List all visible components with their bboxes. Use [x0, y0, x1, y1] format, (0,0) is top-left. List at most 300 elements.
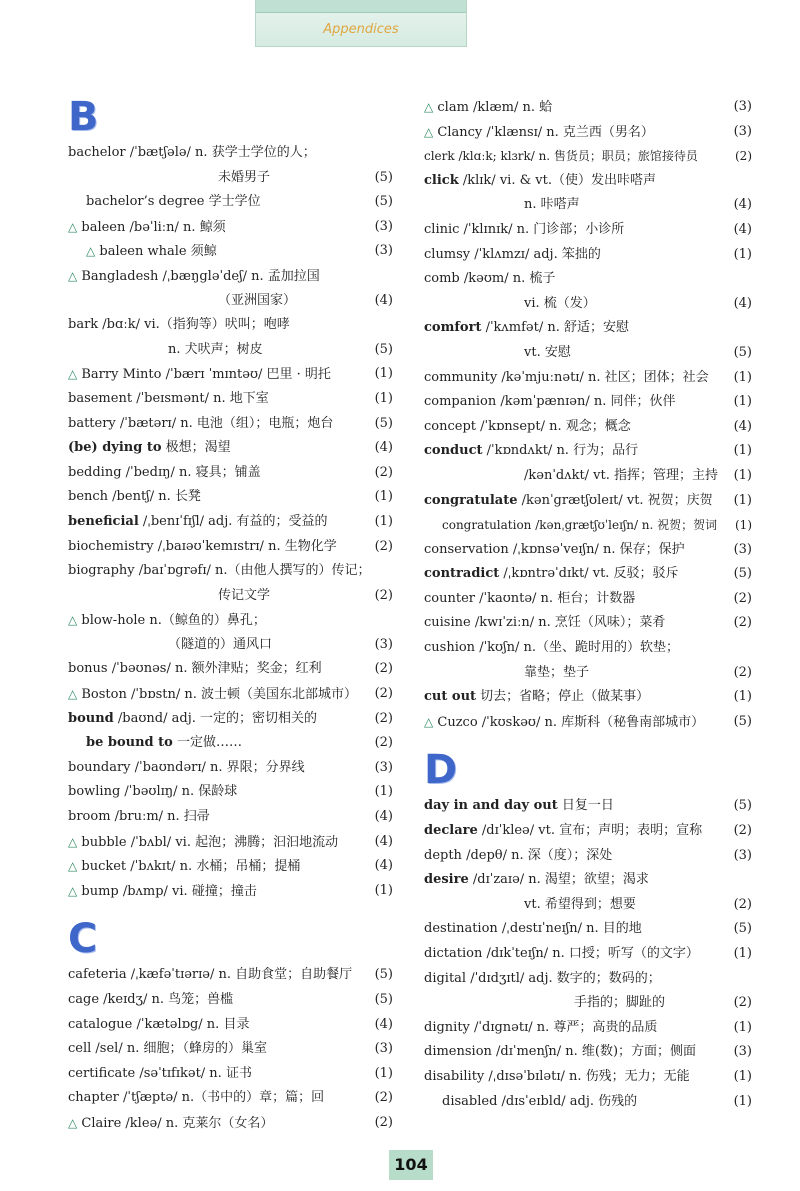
definition: /dɪˈmenʃn/ n. 维(数)；方面；侧面 [491, 1044, 697, 1060]
glossary-entry [68, 854, 393, 879]
triangle-icon: △ [424, 100, 434, 114]
glossary-entry [424, 1065, 752, 1090]
unit-number: (4) [374, 440, 393, 456]
glossary-entry [424, 390, 752, 415]
headword: bonus [68, 661, 108, 677]
definition: /ˈklʌmzɪ/ adj. 笨拙的 [470, 246, 601, 262]
unit-number: (1) [733, 1019, 752, 1035]
glossary-entry [424, 917, 752, 942]
headword: conservation [424, 541, 509, 557]
unit-number: (3) [374, 218, 393, 234]
entry-text: baleen whale 须鲸 [99, 244, 217, 260]
triangle-icon: △ [68, 613, 78, 628]
headword: bucket [81, 859, 127, 875]
definition: /ˌdɪsəˈbɪlətɪ/ n. 伤残；无力；无能 [484, 1068, 690, 1084]
headword: cuisine [424, 615, 471, 631]
unit-number: (3) [733, 99, 752, 114]
glossary-entry [68, 239, 393, 264]
headword: cut out [424, 689, 477, 705]
unit-number: (1) [374, 784, 393, 800]
definition: /bentʃ/ n. 长凳 [108, 489, 201, 505]
definition: /klæm/ n. 蛤 [468, 100, 553, 115]
glossary-entry [424, 267, 752, 292]
glossary-entry [424, 587, 752, 612]
unit-number: (1) [733, 1093, 752, 1109]
glossary-entry [424, 1016, 752, 1041]
glossary-entry [424, 661, 752, 686]
definition: n.（鲸鱼的）鼻孔； [145, 613, 266, 629]
unit-number: (4) [733, 418, 752, 434]
triangle-icon: △ [424, 714, 434, 729]
definition: /ˈklɪnɪk/ n. 门诊部；小诊所 [459, 221, 625, 237]
glossary-entry [68, 584, 393, 609]
entry-text: disabled /dɪsˈeɪbld/ adj. 伤残的 [442, 1093, 638, 1109]
headword: comfort [424, 320, 482, 336]
glossary-entry [68, 141, 393, 166]
headword: Barry Minto [81, 367, 162, 383]
unit-number: (3) [733, 1044, 752, 1060]
unit-number: (4) [733, 197, 752, 213]
unit-number: (5) [733, 344, 752, 360]
definition: /ˌbaɪəʊˈkemɪstrɪ/ n. 生物化学 [153, 538, 337, 554]
unit-number: (1) [733, 246, 752, 262]
entry-text: 传记文学 [218, 587, 271, 603]
headword: comb [424, 271, 460, 287]
headword: bump [81, 883, 119, 899]
glossary-entry [424, 292, 752, 317]
glossary-entry [424, 1090, 752, 1115]
glossary-entry [68, 166, 393, 191]
headword: broom [68, 809, 111, 825]
unit-number: (4) [374, 1016, 393, 1032]
unit-number: (1) [733, 492, 752, 508]
glossary-entry [68, 633, 393, 658]
headword: Cuzco [437, 714, 478, 730]
unit-number: (4) [374, 809, 393, 825]
unit-number: (2) [733, 896, 752, 912]
glossary-entry [68, 412, 393, 437]
headword: companion [424, 394, 497, 410]
definition: /ˈkætəlɒg/ n. 目录 [132, 1016, 250, 1032]
unit-number: (4) [733, 221, 752, 237]
triangle-icon: △ [68, 859, 78, 874]
glossary-entry [424, 844, 752, 869]
section-spacer [424, 734, 752, 748]
definition: /kənˈgrætʃʊleɪt/ vt. 祝贺；庆贺 [517, 492, 713, 508]
entry-text: /kənˈdʌkt/ vt. 指挥；管理；主持 [524, 467, 719, 483]
headword: desire [424, 872, 469, 888]
entry-text: （隧道的）通风口 [168, 636, 273, 652]
definition: /bruːm/ n. 扫帚 [110, 809, 210, 825]
glossary-entry [68, 264, 393, 289]
headword: clumsy [424, 246, 471, 262]
definition: /ˈbaʊndərɪ/ n. 界限；分界线 [130, 759, 305, 775]
unit-number: (2) [374, 538, 393, 554]
glossary-entry [424, 562, 752, 587]
glossary-entry [424, 685, 752, 710]
definition: /ˈbedɪŋ/ n. 寝具；铺盖 [121, 464, 261, 480]
header-strip [256, 0, 466, 13]
headword: certificate [68, 1065, 136, 1081]
unit-number: (2) [733, 995, 752, 1011]
entry-text: （亚洲国家） [218, 292, 297, 308]
definition: /ˈbætərɪ/ n. 电池（组）；电瓶；炮台 [115, 415, 334, 431]
unit-number: (2) [733, 615, 752, 631]
headword: Boston [81, 687, 127, 703]
unit-number: (1) [733, 689, 752, 705]
headword: clam [437, 100, 469, 115]
definition: /ˌbenɪˈfɪʃl/ adj. 有益的；受益的 [138, 513, 328, 529]
headword: biography [68, 563, 135, 579]
glossary-entry [68, 387, 393, 412]
glossary-entry [424, 489, 752, 514]
headword: battery [68, 415, 116, 431]
unit-number: (1) [374, 489, 393, 505]
headword: biochemistry [68, 538, 154, 554]
unit-number: (3) [374, 636, 393, 652]
triangle-icon: △ [68, 1115, 78, 1130]
header-tab [255, 0, 467, 47]
glossary-entry [68, 1062, 393, 1087]
headword: concept [424, 418, 476, 434]
glossary-entry [68, 535, 393, 560]
unit-number: (2) [374, 661, 393, 677]
glossary-entry [424, 439, 752, 464]
definition: 日复一日 [557, 798, 614, 814]
unit-number: (2) [374, 1090, 393, 1106]
unit-number: (5) [374, 194, 393, 210]
headword: clerk [424, 149, 455, 164]
unit-number: (3) [733, 541, 752, 557]
glossary-entry [68, 830, 393, 855]
unit-number: (5) [733, 566, 752, 582]
glossary-entry [424, 169, 752, 194]
glossary-entry [68, 362, 393, 387]
definition: /ˌkɒnsəˈveɪʃn/ n. 保存；保护 [508, 541, 685, 557]
definition: /ˈklænsɪ/ n. 克兰西（男名） [482, 124, 654, 140]
unit-number: (3) [733, 847, 752, 863]
definition: /ˈkɒnsept/ n. 观念；概念 [476, 418, 631, 434]
glossary-entry [68, 1037, 393, 1062]
glossary-entry [68, 1111, 393, 1136]
definition: /ˈkɒndʌkt/ n. 行为；品行 [482, 443, 639, 459]
unit-number: (1) [735, 518, 752, 533]
triangle-icon: △ [86, 244, 96, 259]
headword: be bound to [86, 735, 173, 751]
unit-number: (1) [733, 946, 752, 961]
entry-text: congratulation /kənˌgrætʃʊˈleɪʃn/ n. 祝贺；贺词 [442, 518, 718, 533]
headword: Bangladesh [81, 268, 159, 284]
glossary-entry [68, 608, 393, 633]
definition: /dɪkˈteɪʃn/ n. 口授；听写（的文字） [482, 946, 699, 961]
glossary-entry [68, 338, 393, 363]
glossary-entry [68, 963, 393, 988]
unit-number: (2) [374, 587, 393, 603]
definition: /ˈbʌkɪt/ n. 水桶；吊桶；提桶 [126, 859, 301, 875]
unit-number: (1) [374, 390, 393, 406]
glossary-entry [424, 967, 752, 992]
headword: community [424, 369, 498, 385]
headword: bedding [68, 464, 122, 480]
headword: click [424, 172, 459, 188]
glossary-entry [424, 611, 752, 636]
entry-text: n. 咔嗒声 [524, 197, 580, 213]
glossary-entry [424, 218, 752, 243]
glossary-entry [68, 731, 393, 756]
unit-number: (5) [374, 967, 393, 983]
section-letter: B [68, 94, 99, 140]
definition: /ˈbəʊnəs/ n. 额外津贴；奖金；红利 [107, 661, 322, 677]
right-column [424, 95, 752, 1114]
glossary-entry [424, 1040, 752, 1065]
unit-number: (3) [733, 123, 752, 139]
glossary-entry [424, 636, 752, 661]
unit-number: (5) [733, 713, 752, 729]
triangle-icon: △ [68, 268, 78, 283]
headword: bowling [68, 784, 121, 800]
glossary-entry [424, 316, 752, 341]
headword: cell [68, 1041, 92, 1057]
unit-number: (3) [374, 759, 393, 775]
header-title: Appendices [323, 22, 399, 37]
unit-number: (1) [374, 366, 393, 382]
unit-number: (5) [374, 341, 393, 357]
headword: dictation [424, 946, 483, 961]
triangle-icon: △ [68, 219, 78, 234]
triangle-icon: △ [68, 687, 78, 702]
unit-number: (2) [735, 149, 752, 164]
section-letter: D [424, 747, 458, 794]
headword: depth [424, 847, 462, 863]
glossary-entry [424, 193, 752, 218]
definition: /ˈkʊskəʊ/ n. 库斯科（秘鲁南部城市） [477, 714, 705, 730]
headword: Clancy [437, 124, 483, 140]
glossary-entry [68, 559, 393, 584]
glossary-entry [68, 657, 393, 682]
definition: /klɪk/ vi. & vt.（使）发出咔嗒声 [458, 172, 656, 188]
headword: basement [68, 390, 133, 406]
definition: /bʌmp/ vi. 碰撞；撞击 [118, 883, 257, 899]
definition: /ˈbəʊlɪŋ/ n. 保龄球 [120, 784, 238, 800]
unit-number: (1) [733, 467, 752, 483]
glossary-entry [68, 436, 393, 461]
unit-number: (3) [374, 243, 393, 259]
headword: (be) dying to [68, 440, 162, 456]
unit-number: (4) [374, 858, 393, 874]
unit-number: (2) [733, 664, 752, 680]
definition: /kleə/ n. 克莱尔（女名） [121, 1115, 274, 1131]
triangle-icon: △ [424, 124, 434, 139]
headword: conduct [424, 443, 483, 459]
definition: /ˈbærɪ ˈmɪntəʊ/ 巴里 · 明托 [161, 367, 331, 383]
entry-text: n. 犬吠声；树皮 [168, 341, 263, 357]
unit-number: (1) [733, 443, 752, 459]
glossary-entry [68, 1013, 393, 1038]
glossary-entry [68, 707, 393, 732]
unit-number: (1) [374, 1065, 393, 1081]
unit-number: (5) [733, 921, 752, 937]
definition: /baʊnd/ adj. 一定的；密切相关的 [113, 710, 317, 726]
left-column [68, 95, 393, 1136]
headword: boundary [68, 759, 131, 775]
glossary-entry [424, 868, 752, 893]
definition: 一定做…… [172, 735, 242, 751]
glossary-entry [68, 988, 393, 1013]
headword: beneficial [68, 513, 139, 529]
definition: /ˈtʃæptə/ n.（书中的）章；篇；回 [118, 1090, 325, 1106]
glossary-entry [424, 464, 752, 489]
definition: /ˌkæfəˈtɪərɪə/ n. 自助食堂；自助餐厅 [126, 967, 353, 983]
definition: /sel/ n. 细胞；（蜂房的）巢室 [91, 1041, 267, 1057]
glossary-entry [68, 756, 393, 781]
definition: /ˈkʌmfət/ n. 舒适；安慰 [481, 320, 629, 336]
unit-number: (2) [374, 464, 393, 480]
definition: /ˈdɪgnətɪ/ n. 尊严；高贵的品质 [469, 1019, 658, 1035]
entry-text: vt. 安慰 [524, 344, 571, 360]
entry-text: vi. 梳（发） [524, 295, 596, 311]
headword: baleen [81, 219, 126, 235]
glossary-entry [424, 538, 752, 563]
glossary-entry [424, 243, 752, 268]
unit-number: (2) [733, 590, 752, 606]
unit-number: (1) [733, 1068, 752, 1084]
unit-number: (1) [733, 394, 752, 410]
unit-number: (5) [733, 798, 752, 814]
definition: 极想；渴望 [161, 440, 231, 456]
definition: /bəˈliːn/ n. 鲸须 [125, 219, 226, 235]
unit-number: (2) [374, 1114, 393, 1130]
glossary-entry [68, 682, 393, 707]
glossary-entry [424, 794, 752, 819]
unit-number: (1) [374, 513, 393, 529]
unit-number: (4) [374, 292, 393, 308]
headword: bench [68, 489, 109, 505]
unit-number: (2) [733, 823, 752, 839]
headword: chapter [68, 1090, 119, 1106]
definition: /kwɪˈziːn/ n. 烹饪（风味）；菜肴 [470, 615, 666, 631]
unit-number: (4) [374, 833, 393, 849]
definition: /kəʊm/ n. 梳子 [459, 271, 556, 287]
definition: /bɑːk/ vi.（指狗等）吠叫；咆哮 [98, 317, 290, 333]
definition: /kəmˈpænɪən/ n. 同伴；伙伴 [496, 394, 676, 410]
unit-number: (5) [374, 992, 393, 1007]
definition: /ˌkɒntrəˈdɪkt/ vt. 反驳；驳斥 [499, 566, 679, 582]
glossary-entry [68, 510, 393, 535]
definition: /ˈkʊʃn/ n.（坐、跪时用的）软垫； [475, 640, 680, 656]
glossary-entry [68, 190, 393, 215]
unit-number: (1) [374, 882, 393, 898]
headword: declare [424, 823, 478, 839]
headword: destination [424, 921, 498, 937]
headword: dimension [424, 1044, 492, 1060]
triangle-icon: △ [68, 367, 78, 382]
glossary-entry [424, 513, 752, 538]
unit-number: (2) [374, 710, 393, 726]
glossary-entry [424, 819, 752, 844]
glossary-entry [68, 461, 393, 486]
unit-number: (3) [374, 1041, 393, 1057]
glossary-entry [424, 366, 752, 391]
headword: cage [68, 992, 100, 1007]
headword: cushion [424, 640, 476, 656]
headword: day in and day out [424, 798, 558, 814]
glossary-entry [424, 95, 752, 120]
glossary-entry [424, 942, 752, 967]
glossary-entry [424, 341, 752, 366]
definition: /ˈbʌbl/ vi. 起泡；沸腾；汩汩地流动 [126, 834, 339, 850]
glossary-entry [68, 313, 393, 338]
definition: /ˈbeɪsmənt/ n. 地下室 [132, 390, 269, 406]
definition: /depθ/ n. 深（度）；深处 [461, 847, 613, 863]
headword: bachelor [68, 145, 126, 160]
unit-number: (4) [733, 295, 752, 311]
headword: clinic [424, 221, 460, 237]
headword: disability [424, 1068, 485, 1084]
definition: /dɪˈzaɪə/ n. 渴望；欲望；渴求 [468, 872, 649, 888]
headword: cafeteria [68, 967, 127, 983]
glossary-entry [68, 879, 393, 904]
glossary-entry [424, 710, 752, 735]
triangle-icon: △ [68, 834, 78, 849]
glossary-entry [68, 215, 393, 240]
headword: Claire [81, 1115, 122, 1131]
definition: /ˌdestɪˈneɪʃn/ n. 目的地 [497, 921, 642, 937]
headword: digital [424, 970, 467, 986]
section-spacer [68, 903, 393, 917]
definition: 切去；省略；停止（做某事） [476, 689, 650, 705]
unit-number: (2) [374, 735, 393, 751]
definition: /dɪˈkleə/ vt. 宣布；声明；表明；宣称 [477, 823, 703, 839]
headword: bark [68, 317, 99, 333]
unit-number: (5) [374, 415, 393, 431]
glossary-entry [68, 805, 393, 830]
definition: /ˈbætʃələ/ n. 获学士学位的人； [125, 145, 316, 160]
unit-number: (5) [374, 169, 393, 185]
section-letter: C [68, 916, 98, 963]
entry-text: bachelor’s degree 学士学位 [86, 194, 261, 210]
glossary-entry [424, 893, 752, 918]
headword: congratulate [424, 492, 518, 508]
headword: dignity [424, 1019, 470, 1035]
entry-text: 未婚男子 [218, 169, 271, 185]
headword: catalogue [68, 1016, 133, 1032]
definition: /klɑːk; klɜrk/ n. 售货员；职员；旅馆接待员 [454, 149, 698, 164]
glossary-entry [68, 780, 393, 805]
glossary-entry [424, 415, 752, 440]
definition: /baɪˈɒgrəfɪ/ n.（由他人撰写的）传记； [134, 563, 371, 579]
glossary-entry [68, 1086, 393, 1111]
glossary-entry [424, 991, 752, 1016]
entry-text: vt. 希望得到；想要 [524, 896, 636, 912]
definition: /səˈtɪfɪkət/ n. 证书 [135, 1065, 252, 1081]
definition: /keɪdʒ/ n. 鸟笼；兽槛 [99, 992, 234, 1007]
entry-text: 手指的；脚趾的 [574, 995, 666, 1011]
triangle-icon: △ [68, 883, 78, 898]
definition: /ˌbæŋgləˈdeʃ/ n. 孟加拉国 [158, 268, 320, 284]
glossary-entry [68, 289, 393, 314]
headword: counter [424, 590, 475, 606]
definition: /ˈdɪdʒɪtl/ adj. 数字的；数码的； [466, 970, 661, 986]
definition: /ˈbɒstn/ n. 波士顿（美国东北部城市） [126, 687, 358, 703]
headword: contradict [424, 566, 500, 582]
headword: bound [68, 710, 114, 726]
page-number: 104 [389, 1150, 433, 1180]
glossary-entry [68, 485, 393, 510]
entry-text: 靠垫；垫子 [524, 664, 590, 680]
headword: bubble [81, 834, 127, 850]
definition: /ˈkaʊntə/ n. 柜台；计数器 [474, 590, 636, 606]
glossary-entry [424, 120, 752, 145]
